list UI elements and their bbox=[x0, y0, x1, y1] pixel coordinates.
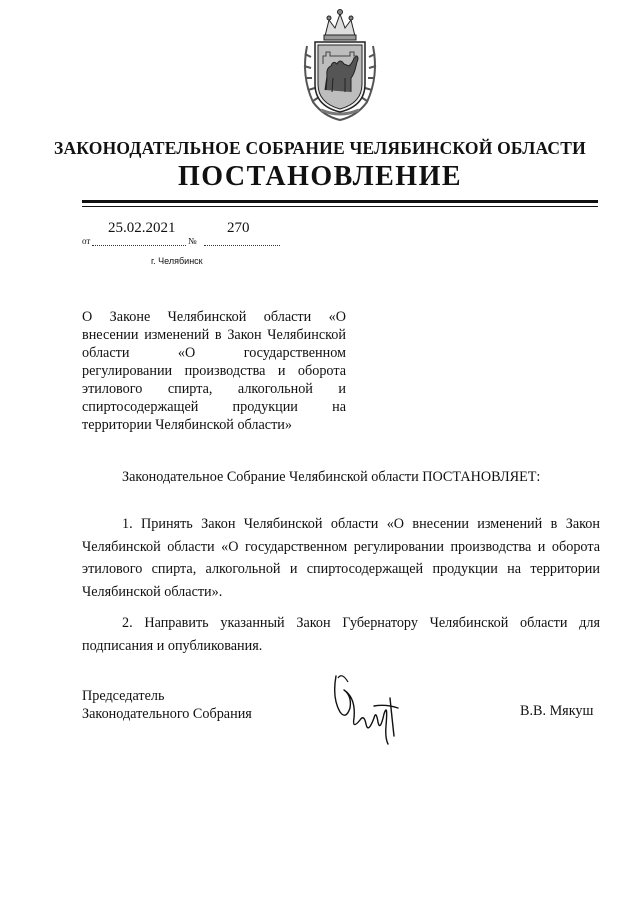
organization-name: ЗАКОНОДАТЕЛЬНОЕ СОБРАНИЕ ЧЕЛЯБИНСКОЙ ОБЛАСТИ bbox=[54, 138, 586, 158]
document-date: 25.02.2021 bbox=[108, 220, 176, 236]
signer-title-line: Председатель bbox=[82, 688, 165, 704]
number-label: № bbox=[188, 236, 197, 246]
decree-line: Законодательное Собрание Челябинской области ПОСТАНОВЛЯЕТ: bbox=[122, 469, 541, 485]
document-subject: О Законе Челябинской области «О внесении изменений в Закон Челябинской области «О государственном регулировании производства и оборота этилового спирта, алкогольной и спиртосодержащей продукции на территории Челябинской области» bbox=[82, 309, 346, 433]
number-underline bbox=[204, 245, 280, 246]
signer-name: В.В. Мякуш bbox=[520, 703, 594, 719]
date-label: от bbox=[82, 236, 91, 246]
date-underline bbox=[92, 245, 186, 246]
decree-item-text: 2. Направить указанный Закон Губернатору Челябинской области для подписания и опубликования. bbox=[82, 615, 600, 654]
header-rule-thin bbox=[82, 206, 598, 207]
document-type: ПОСТАНОВЛЕНИЕ bbox=[177, 161, 463, 192]
coat-of-arms-icon bbox=[299, 6, 381, 122]
decree-item-text: 1. Принять Закон Челябинской области «О внесении изменений в Закон Челябинской области «О государственном регулировании производства и оборота этилового спирта, алкогольной и спиртосодержащей продукции на территории Челябинской области». bbox=[82, 516, 600, 600]
signer-title bbox=[82, 687, 252, 723]
document-number: 270 bbox=[227, 220, 250, 236]
city-name: г. Челябинск bbox=[151, 256, 203, 266]
signer-title-line: Законодательного Собрания bbox=[82, 706, 252, 722]
decree-item bbox=[82, 513, 600, 603]
header-rule-thick bbox=[82, 200, 598, 203]
decree-item bbox=[82, 612, 600, 657]
handwritten-signature-icon bbox=[330, 668, 406, 748]
